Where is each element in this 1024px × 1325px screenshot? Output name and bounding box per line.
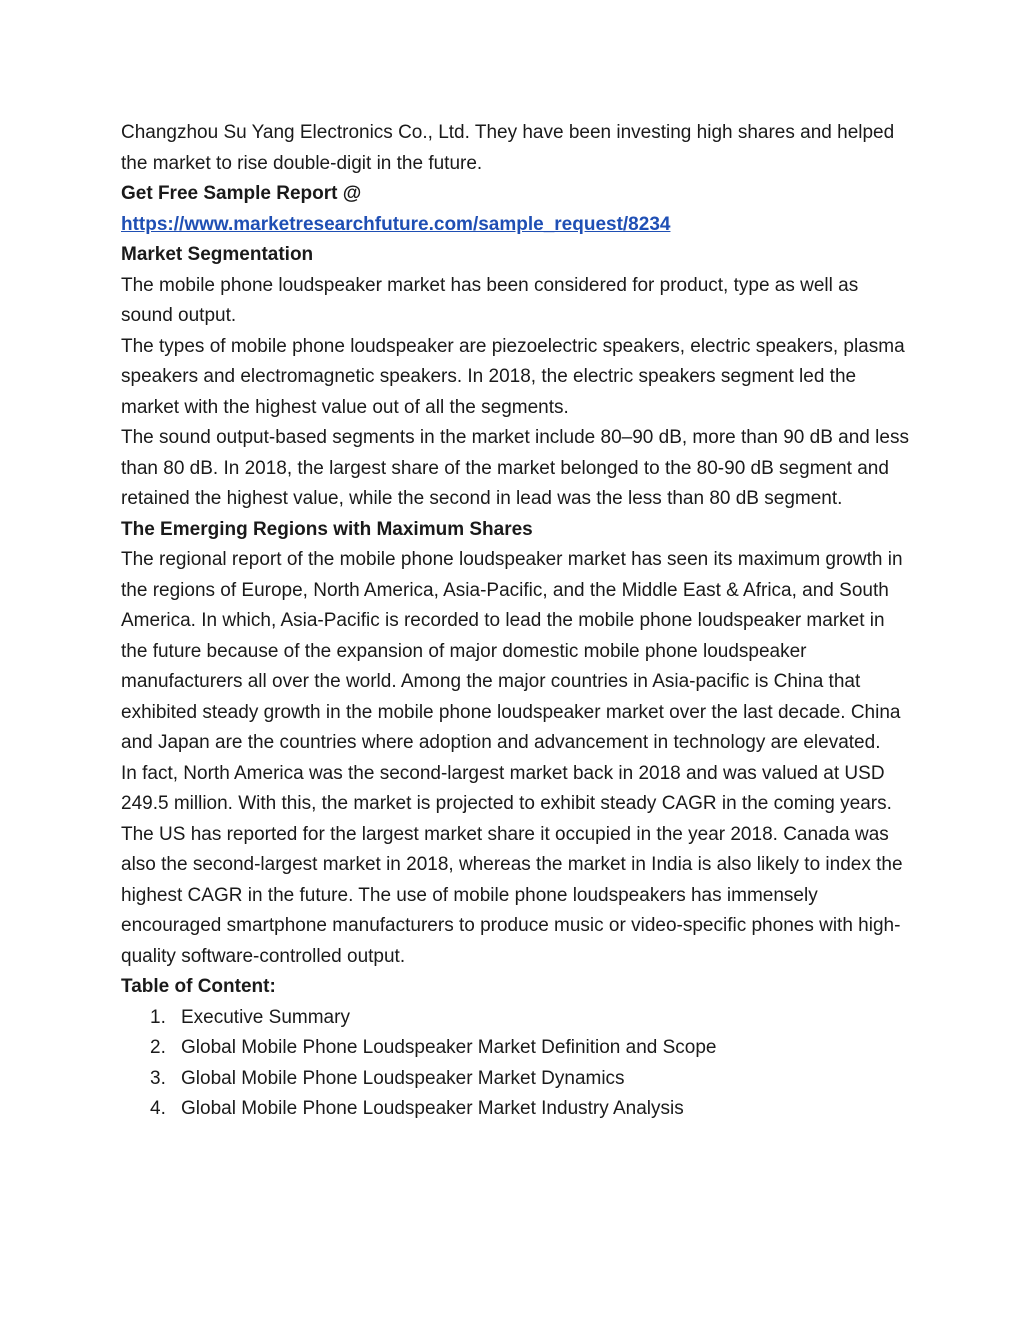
toc-heading: Table of Content: bbox=[121, 976, 276, 997]
toc-item bbox=[121, 1003, 911, 1034]
regions-paragraph-1: The regional report of the mobile phone loudspeaker market has seen its maximum growth in the regions of Europe, North America, Asia-Pacific, and the Middle East & Africa, and South America. In which, Asia-Pacific is recorded to lead the mobile phone loudspeaker market in the future because of the expansion of major domestic mobile phone loudspeaker manufacturers all over the world. Among the major countries in Asia-pacific is China that exhibited steady growth in the mobile phone loudspeaker market over the last decade. China and Japan are the countries where adoption and advancement in technology are elevated. bbox=[121, 549, 903, 753]
regions-heading: The Emerging Regions with Maximum Shares bbox=[121, 518, 533, 540]
toc-item-text: Global Mobile Phone Loudspeaker Market Definition and Scope bbox=[181, 1037, 717, 1058]
segmentation-paragraph-3: The sound output-based segments in the market include 80–90 dB, more than 90 dB and less than 80 dB. In 2018, the largest share of the market belonged to the 80-90 dB segment and retained the highest value, while the second in lead was the less than 80 dB segment. bbox=[121, 427, 909, 509]
document-page bbox=[121, 118, 911, 1125]
sample-report-link-line bbox=[121, 210, 911, 241]
toc-item-text: Global Mobile Phone Loudspeaker Market Dynamics bbox=[181, 1067, 625, 1089]
toc-item-number: 4. bbox=[150, 1098, 166, 1119]
toc-item bbox=[121, 1033, 911, 1064]
toc-item-number: 3. bbox=[150, 1067, 166, 1089]
sample-report-label: Get Free Sample Report @ bbox=[121, 183, 362, 204]
toc-item-text: Executive Summary bbox=[181, 1006, 350, 1028]
segmentation-heading: Market Segmentation bbox=[121, 244, 314, 265]
segmentation-paragraph-2: The types of mobile phone loudspeaker are piezoelectric speakers, electric speakers, plasma speakers and electromagnetic speakers. In 2018, the electric speakers segment led the market with the highest value out of all the segments. bbox=[121, 335, 905, 418]
intro-paragraph: Changzhou Su Yang Electronics Co., Ltd. They have been investing high shares and helped the market to rise double-digit in the future. bbox=[121, 122, 895, 174]
toc-item-number: 1. bbox=[150, 1006, 166, 1028]
toc-item-number: 2. bbox=[150, 1037, 166, 1058]
toc-item-text: Global Mobile Phone Loudspeaker Market Industry Analysis bbox=[181, 1098, 684, 1119]
toc-item bbox=[121, 1094, 911, 1125]
segmentation-paragraph-1: The mobile phone loudspeaker market has been considered for product, type as well as sound output. bbox=[121, 274, 859, 326]
toc-list bbox=[121, 1003, 911, 1125]
regions-paragraph-2: In fact, North America was the second-largest market back in 2018 and was valued at USD 249.5 million. With this, the market is projected to exhibit steady CAGR in the coming years. The US has reported for the largest market share it occupied in the year 2018. Canada was also the second-largest market in 2018, whereas the market in India is also likely to index the highest CAGR in the future. The use of mobile phone loudspeakers has immensely encouraged smartphone manufacturers to produce music or video-specific phones with high-quality software-controlled output. bbox=[121, 762, 903, 967]
sample-report-link[interactable]: https://www.marketresearchfuture.com/sample_request/8234 bbox=[121, 213, 671, 235]
toc-item bbox=[121, 1064, 911, 1095]
